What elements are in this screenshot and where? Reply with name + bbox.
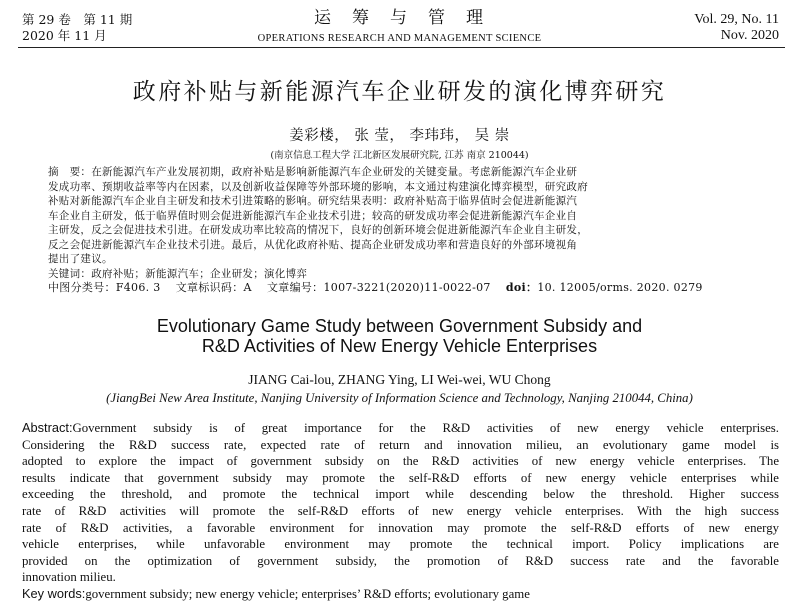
classification-line bbox=[48, 281, 783, 296]
article-no-label: 文章编号： bbox=[266, 281, 324, 294]
abstract-en-line: Considering the R&D success rate, expected rate of return and innovation milieu, an evolutionary game model is bbox=[22, 437, 779, 452]
journal-title-cn: 运 筹 与 管 理 bbox=[314, 8, 485, 28]
abstract-en-line: adopted to explore the impact of government subsidy on the R&D activities of new energy vehicle enterprises. The bbox=[22, 454, 779, 469]
affiliation-cn: (南京信息工程大学 江北新区发展研究院, 江苏 南京 210044) bbox=[270, 150, 529, 161]
article-no-value: 1007-3221(2020)11-0022-07 bbox=[323, 281, 491, 294]
keywords-en-label: Key words: bbox=[22, 585, 86, 601]
paper-title-en-line1: Evolutionary Game Study between Government Subsidy and bbox=[156, 316, 643, 336]
abstract-cn-line: 发成功率、预期收益率等内在因素，以及创新收益保障等外部环境的影响，本文通过构建演化博弈模型，研究政府 bbox=[48, 180, 588, 193]
affiliation-en: (JiangBei New Area Institute, Nanjing University of Information Science and Technology, Nanjing 210044, China) bbox=[106, 391, 693, 405]
header-rule bbox=[18, 47, 785, 48]
clc-value: F406. 3 bbox=[115, 281, 161, 294]
header-volume-en: Vol. 29, No. 11 bbox=[694, 12, 779, 27]
keywords-cn-label: 关键词： bbox=[48, 267, 92, 280]
paper-title-en-line2: R&D Activities of New Energy Vehicle Enterprises bbox=[201, 336, 598, 356]
paper-title-cn: 政府补贴与新能源汽车企业研发的演化博弈研究 bbox=[132, 79, 667, 105]
abstract-cn-line: 在新能源汽车产业发展初期，政府补贴是影响新能源汽车企业研发的关键变量。考虑新能源汽车企业研 bbox=[91, 166, 578, 178]
abstract-en-line: Government subsidy is of great importance for the R&D activities of new energy vehicle enterprises. bbox=[72, 421, 779, 435]
abstract-cn-line: 车企业自主研发，低于临界值时则会促进新能源汽车企业技术引进；较高的研发成功率会促进新能源汽车企业自 bbox=[48, 209, 578, 222]
keywords-cn-text: 政府补贴；新能源汽车；企业研发；演化博弈 bbox=[91, 267, 308, 280]
doi-value: 10. 12005/orms. 2020. 0279 bbox=[537, 281, 703, 294]
abstract-cn-line: 反之会促进新能源汽车企业技术引进。最后，从优化政府补贴、提高企业研发成功率和营造良好的外部环境视角 bbox=[48, 238, 578, 251]
header-volume-cn: 第 29 卷 第 11 期 bbox=[22, 12, 133, 27]
abstract-en-line: rate of R&D activities will promote the self-R&D efforts of new energy vehicle enterprises. With the high success bbox=[22, 503, 779, 518]
abstract-en-line: results indicate that government subsidy may promote the self-R&D efforts of new energy vehicle enterprises while bbox=[22, 470, 779, 485]
abstract-en bbox=[22, 420, 779, 603]
abstract-en-line: innovation milieu. bbox=[22, 570, 116, 585]
abstract-cn-line: 主研发，反之会促进技术引进。在研发成功率比较高的情况下，良好的创新环境会促进新能源汽车企业自主研发， bbox=[48, 224, 588, 236]
abstract-cn-line: 提出了建议。 bbox=[48, 253, 113, 265]
abstract-cn bbox=[48, 165, 783, 296]
authors-en: JIANG Cai-lou, ZHANG Ying, LI Wei-wei, WU Chong bbox=[248, 372, 551, 387]
keywords-en bbox=[22, 586, 779, 603]
clc-label: 中图分类号： bbox=[48, 281, 116, 294]
abstract-en-label: Abstract: bbox=[22, 420, 73, 435]
journal-title-en: OPERATIONS RESEARCH AND MANAGEMENT SCIENCE bbox=[257, 33, 542, 44]
keywords-en-text: government subsidy; new energy vehicle; enterprises’ R&D efforts; evolutionary game bbox=[85, 586, 530, 601]
doc-code-value: A bbox=[243, 281, 252, 294]
abstract-en-line: rate of R&D activities, a favorable environment for innovation may promote the self-R&D efforts of new energy bbox=[22, 520, 779, 535]
abstract-en-line: provided on the optimization of government subsidy, the promotion of R&D success rate and the favorable bbox=[22, 553, 779, 568]
doc-code-label: 文章标识码： bbox=[175, 281, 244, 294]
abstract-cn-label: 摘 要： bbox=[48, 166, 92, 178]
authors-cn: 姜彩楼， 张 莹， 李玮玮， 吴 崇 bbox=[289, 128, 510, 144]
header-date-cn: 2020 年 11 月 bbox=[22, 28, 107, 43]
header-date-en: Nov. 2020 bbox=[720, 28, 779, 43]
abstract-en-line: exceeding the threshold, and promote the technical import while descending below the threshold. Higher success bbox=[22, 487, 779, 502]
doi-label: doi： bbox=[505, 281, 538, 294]
abstract-en-line: vehicle enterprises, while unfavorable environment may promote the technical import. Policy implications are bbox=[22, 537, 779, 552]
abstract-cn-line: 补贴对新能源汽车企业自主研发和技术引进策略的影响。研究结果表明：政府补贴高于临界值时会促进新能源汽 bbox=[48, 195, 578, 207]
keywords-cn bbox=[48, 267, 783, 282]
